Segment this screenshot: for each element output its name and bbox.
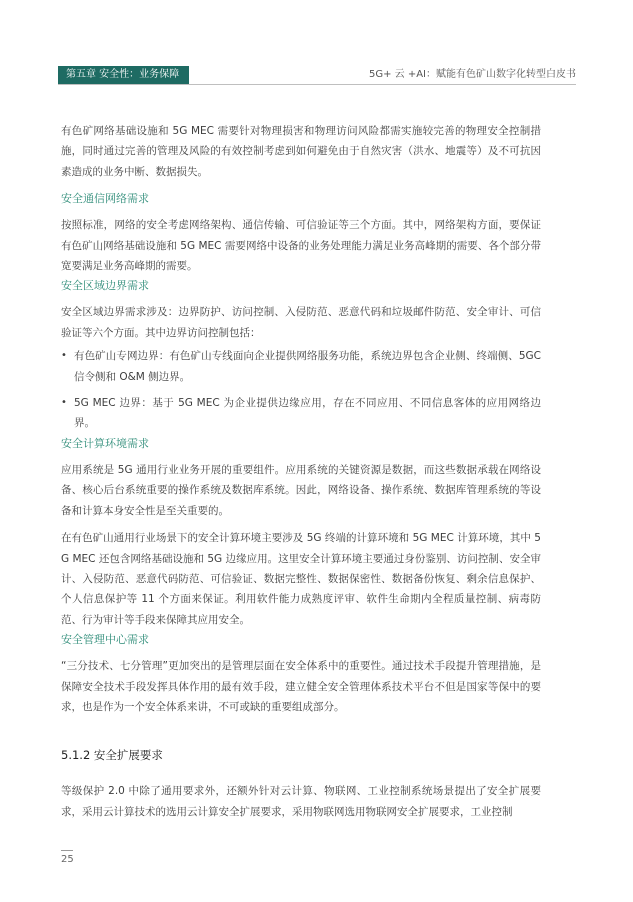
network-paragraph: 按照标准，网络的安全考虑网络架构、通信传输、可信验证等三个方面。其中，网络架构方面，要保证有色矿山网络基础设施和 5G MEC 需要网络中设备的业务处理能力满足业务高峰期的需要、各个部分带宽要满足业务高峰期的需要。 xyxy=(61,219,541,273)
subheading-management: 安全管理中心需求 xyxy=(61,633,149,647)
page-body xyxy=(61,121,541,822)
list-item xyxy=(61,346,541,387)
page-number: 25 xyxy=(61,854,74,865)
computing-paragraph-1: 应用系统是 5G 通用行业业务开展的重要组件。应用系统的关键资源是数据，而这些数据承载在网络设备、核心后台系统重要的操作系统及数据库系统。因此，网络设备、操作系统、数据库管理系统的等设备和计算本身安全性是至关重要的。 xyxy=(61,463,541,517)
subheading-boundary: 安全区域边界需求 xyxy=(61,279,149,293)
section-paragraph: 等级保护 2.0 中除了通用要求外，还额外针对云计算、物联网、工业控制系统场景提出了安全扩展要求，采用云计算技术的选用云计算安全扩展要求，采用物联网选用物联网安全扩展要求，工业控制 xyxy=(61,785,541,818)
bullet-icon: • xyxy=(61,350,67,362)
page-header xyxy=(58,66,576,85)
footer-rule xyxy=(61,850,73,851)
computing-paragraph-2: 在有色矿山通用行业场景下的安全计算环境主要涉及 5G 终端的计算环境和 5G MEC 计算环境，其中 5G MEC 还包含网络基础设施和 5G 边缘应用。这里安全计算环境主要通过身份鉴别、访问控制、安全审计、入侵防范、恶意代码防范、可信验证、数据完整性、数据保密性、数据备份恢复、剩余信息保护、个人信息保护等 11 个方面来保证。利用软件能力成熟度评审、软件生命期内全程质量控制、病毒防范、行为审计等手段来保障其应用安全。 xyxy=(61,532,541,626)
chapter-label: 第五章 安全性：业务保障 xyxy=(58,66,189,84)
bullet-icon: • xyxy=(61,397,67,409)
subheading-computing: 安全计算环境需求 xyxy=(61,436,149,450)
list-item-text: 有色矿山专网边界：有色矿山专线面向企业提供网络服务功能，系统边界包含企业侧、终端侧、5GC 信令侧和 O&M 侧边界。 xyxy=(74,350,541,383)
list-item-text: 5G MEC 边界：基于 5G MEC 为企业提供边缘应用，存在不同应用、不同信息客体的应用网络边界。 xyxy=(74,397,541,430)
intro-paragraph: 有色矿网络基础设施和 5G MEC 需要针对物理损害和物理访问风险都需实施较完善的物理安全控制措施，同时通过完善的管理及风险的有效控制考虑到如何避免由于自然灾害（洪水、地震等）及不可抗因素造成的业务中断、数据损失。 xyxy=(61,125,541,178)
list-item xyxy=(61,393,541,434)
section-title: 5.1.2 安全扩展要求 xyxy=(61,748,163,763)
management-paragraph: “三分技术、七分管理”更加突出的是管理层面在安全体系中的重要性。通过技术手段提升管理措施，是保障安全技术手段发挥具体作用的最有效手段，建立健全安全管理体系技术平台不但是国家等保中的要求，也是作为一个安全体系来讲，不可或缺的重要组成部分。 xyxy=(61,660,541,713)
book-title: 5G+ 云 +AI：赋能有色矿山数字化转型白皮书 xyxy=(368,69,576,80)
boundary-list xyxy=(61,346,541,434)
boundary-paragraph: 安全区域边界需求涉及：边界防护、访问控制、入侵防范、恶意代码和垃圾邮件防范、安全审计、可信验证等六个方面。其中边界访问控制包括： xyxy=(61,306,541,339)
subheading-network: 安全通信网络需求 xyxy=(61,192,149,206)
